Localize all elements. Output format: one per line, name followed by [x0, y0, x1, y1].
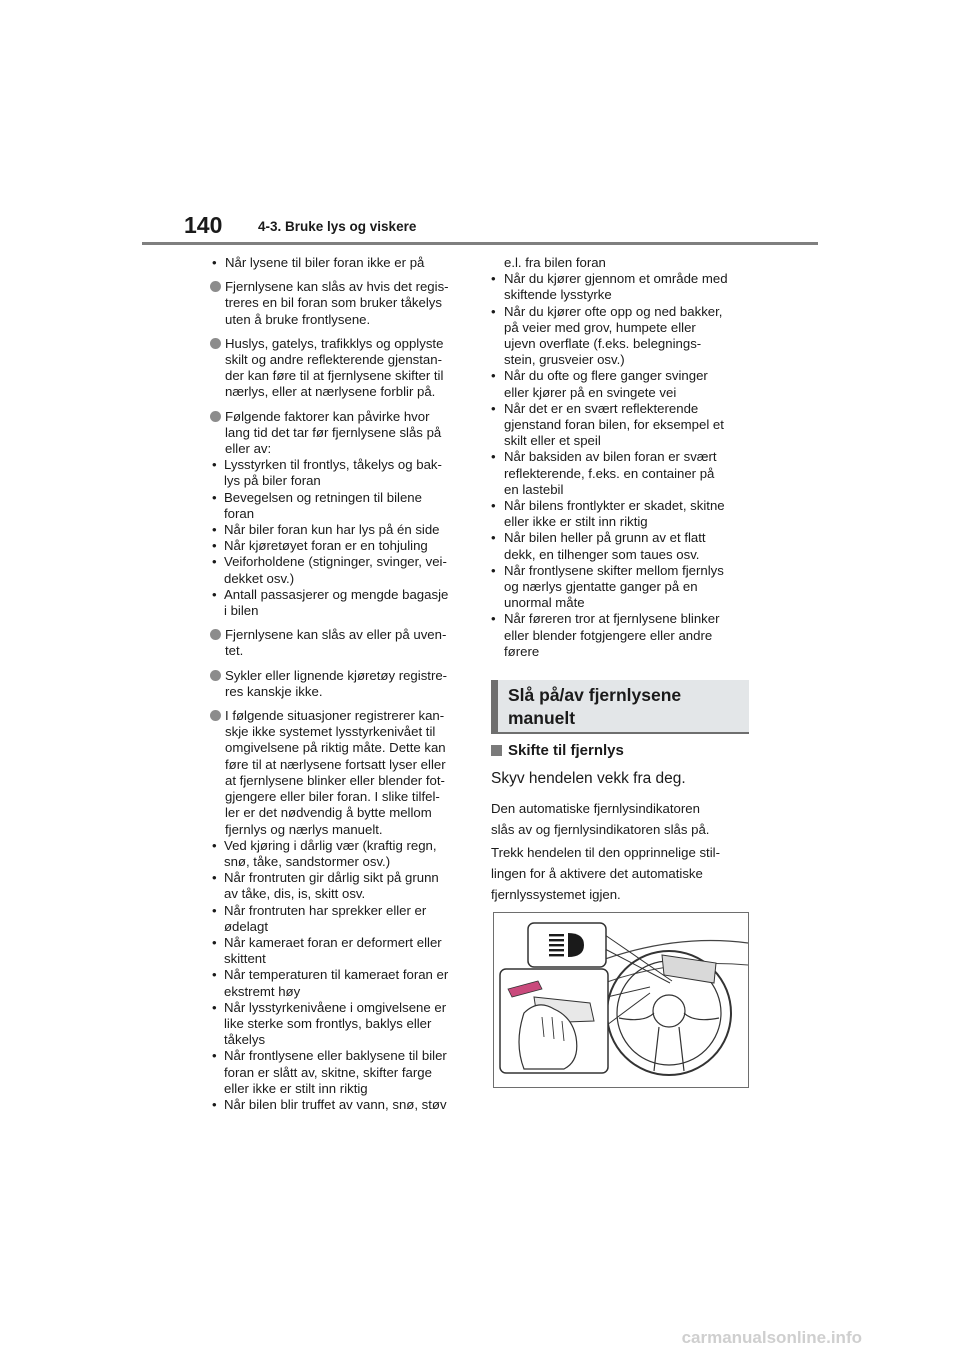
page-number: 140 [184, 212, 223, 238]
bullet-item: • Veiforholdene (stigninger, svinger, vei- dekket osv.) [212, 554, 447, 586]
continuation-text: e.l. fra bilen foran [504, 255, 606, 270]
bullet-item: • Når du kjører ofte opp og ned bakker, på veier med grov, humpete eller ujevn overflate (f.eks. belegnings- stein, grusveier osv.) [491, 303, 723, 368]
bullet-item: • Når bilen heller på grunn av et flatt dekk, en tilhenger som taues osv. [491, 530, 706, 562]
bullet-item: • Når lysstyrkenivåene i omgivelsene er like sterke som frontlys, baklys eller tåkelys [212, 999, 447, 1048]
list-item: Sykler eller lignende kjøretøy registre- res kanskje ikke. [212, 668, 468, 700]
list-item: Fjernlysene kan slås av hvis det regis- treres en bil foran som bruker tåkelys uten å bruke frontlysene. [212, 279, 468, 328]
lever-illustration [493, 912, 749, 1088]
section-title: 4-3. Bruke lys og viskere [258, 219, 417, 234]
section-box-title: Slå på/av fjernlysene manuelt [491, 680, 749, 734]
bullet-item: • Når føreren tror at fjernlysene blinker eller blender fotgjengere eller andre førere [491, 611, 720, 659]
bullet-item: • Når frontruten gir dårlig sikt på grunn av tåke, dis, is, skitt osv. [212, 870, 439, 902]
bullet-item: • Når kameraet foran er deformert eller skittent [212, 934, 442, 967]
intro-bullet: • Når lysene til biler foran ikke er på [212, 255, 425, 270]
list-item: Huslys, gatelys, trafikklys og opplyste skilt og andre reflekterende gjenstan- der kan føre til at fjernlysene skifter til nærlys, eller at nærlysene forblir på. [212, 336, 468, 401]
steering-lever-drawing [494, 913, 748, 1087]
circle-bullet-icon [210, 411, 221, 422]
watermark: carmanualsonline.info [681, 1328, 862, 1347]
paragraph-indicator: Den automatiske fjernlysindikatoren slås av og fjernlysindikatoren slås på. [491, 801, 710, 837]
instruction-text: Skyv hendelen vekk fra deg. [491, 770, 686, 787]
list-item: Fjernlysene kan slås av eller på uven- tet. [212, 627, 468, 659]
bullet-item: • Bevegelsen og retningen til bilene foran [212, 489, 422, 521]
circle-bullet-icon [210, 281, 221, 292]
subheading: Skifte til fjernlys [491, 742, 624, 759]
bullet-item: • Når frontlysene skifter mellom fjernlys og nærlys gjentatte ganger på en unormal måte [491, 562, 724, 611]
square-bullet-icon [491, 745, 502, 756]
bullet-item: • Antall passasjerer og mengde bagasje i bilen [212, 586, 449, 619]
bullet-item: • Når frontlysene eller baklysene til biler foran er slått av, skitne, skifter farge eller ikke er stilt inn riktig [212, 1048, 447, 1096]
bullet-item: • Når frontruten har sprekker eller er ødelagt [212, 902, 427, 934]
list-item: I følgende situasjoner registrerer kan- skje ikke systemet lysstyrkenivået til omgivelsene på riktig måte. Dette kan føre til at nærlysene fortsatt lyser eller at fjernlysene blinker eller blender fot- gjengere eller biler foran. I slike tilfel- ler er det nødvendig å bytte mellom fjernlys og nærlys manuelt. • Ved kjøring i dårlig vær (kraftig regn, snø, tåke, sandstormer osv.) • Når frontruten gir dårlig sikt på grunn av tåke, dis, is, skitt osv. • Når frontruten har sprekker eller er ødelagt • Når kameraet foran er deformert eller skittent • Når temperaturen til kameraet foran er ekstremt høy • Når lysstyrkenivåene i omgivelsene er like sterke som frontlys, baklys eller tåkelys • Når frontlysene eller baklysene til biler foran er slått av, skitne, skifter farge eller ikke er stilt inn riktig • Når bilen blir truffet av vann, snø, støv [212, 708, 468, 1113]
bullet-item: • Når bilen blir truffet av vann, snø, støv [212, 1096, 447, 1112]
bullet-item: • Ved kjøring i dårlig vær (kraftig regn, snø, tåke, sandstormer osv.) [212, 837, 437, 869]
right-column [491, 255, 751, 660]
header-divider [142, 242, 818, 245]
left-column [212, 255, 468, 1113]
bullet-item: • Når biler foran kun har lys på én side [212, 522, 440, 538]
paragraph-return: Trekk hendelen til den opprinnelige stil- lingen for å aktivere det automatiske fjernlyssystemet igjen. [491, 845, 720, 902]
circle-bullet-icon [210, 338, 221, 349]
circle-bullet-icon [210, 670, 221, 681]
circle-bullet-icon [210, 629, 221, 640]
bullet-item: • Lysstyrken til frontlys, tåkelys og bak- lys på biler foran [212, 457, 442, 489]
bullet-item: • Når du kjører gjennom et område med skiftende lysstyrke [491, 271, 728, 303]
bullet-item: • Når bilens frontlykter er skadet, skitne eller ikke er stilt inn riktig [491, 498, 725, 530]
circle-bullet-icon [210, 710, 221, 721]
bullet-item: • Når baksiden av bilen foran er svært reflekterende, f.eks. en container på en lastebil [491, 449, 717, 497]
list-item: Følgende faktorer kan påvirke hvor lang tid det tar før fjernlysene slås på eller av: • Lysstyrken til frontlys, tåkelys og bak- lys på biler foran • Bevegelsen og retningen til bilene foran • Når biler foran kun har lys på én side • Når kjøretøyet foran er en tohjuling • Veiforholdene (stigninger, svinger, vei- dekket osv.) • Antall passasjerer og mengde bagasje i bilen [212, 409, 468, 620]
bullet-item: • Når det er en svært reflekterende gjenstand foran bilen, for eksempel et skilt eller et speil [491, 400, 724, 449]
bullet-item: • Når temperaturen til kameraet foran er ekstremt høy [212, 967, 449, 999]
bullet-item: • Når kjøretøyet foran er en tohjuling [212, 538, 428, 554]
bullet-item: • Når du ofte og flere ganger svinger eller kjører på en svingete vei [491, 368, 708, 400]
